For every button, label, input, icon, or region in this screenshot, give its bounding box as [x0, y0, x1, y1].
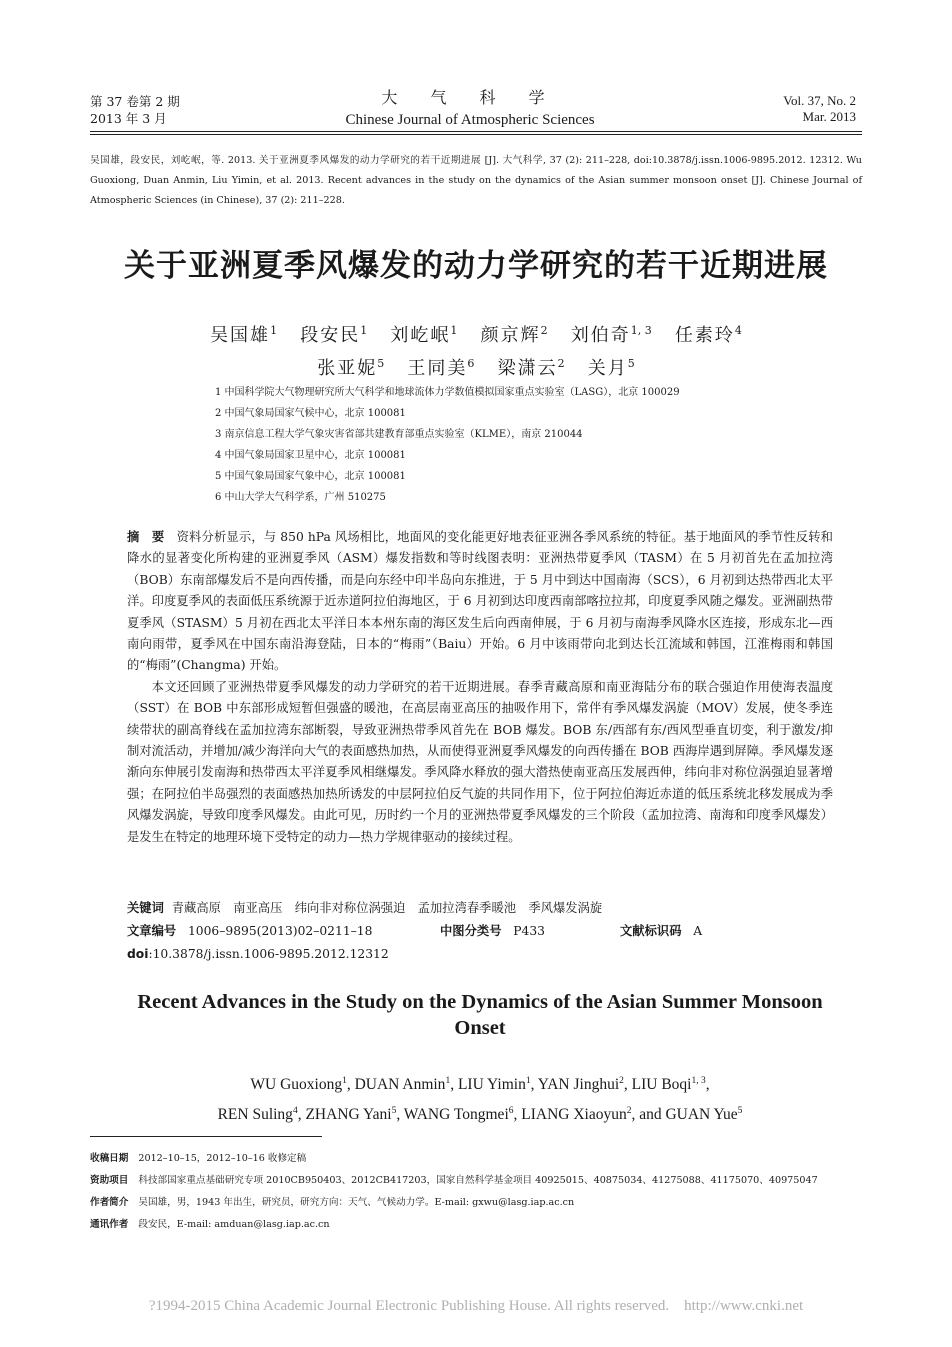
author-name: 梁潇云 [497, 358, 558, 379]
article-meta-row [127, 921, 833, 942]
author-affil-sup: 1, 3 [630, 324, 652, 337]
author-en-sup: 5 [737, 1106, 743, 1117]
author-en: REN Suling [217, 1106, 293, 1124]
affiliation-item: 6 中山大学大气科学系，广州 510275 [215, 492, 386, 503]
clc-label: 中图分类号 [440, 924, 502, 938]
date-cn: 2013 年 3 月 [90, 111, 167, 126]
author-en: , LIANG Xiaoyun [513, 1106, 627, 1124]
doi-value: :10.3878/j.issn.1006-9895.2012.12312 [148, 947, 389, 961]
clc-value: P433 [513, 924, 545, 938]
keywords-text: 青藏高原 南亚高压 纬向非对称位涡强迫 孟加拉湾春季暖池 季风爆发涡旋 [171, 901, 603, 915]
author-en: , ZHANG Yani [297, 1106, 392, 1124]
author-en-sup: 6 [508, 1106, 514, 1117]
paper-title-cn: 关于亚洲夏季风爆发的动力学研究的若干近期进展 [124, 248, 828, 284]
author-en-sup: 5 [391, 1106, 397, 1117]
affiliations [215, 382, 680, 508]
author-en: WU Guoxiong [250, 1076, 343, 1094]
author-en: , WANG Tongmei [396, 1106, 509, 1124]
abstract-label: 摘 要 [127, 530, 165, 544]
article-number-label: 文章编号 [127, 924, 177, 938]
author-name: 张亚妮 [317, 358, 378, 379]
footnote-label: 作者简介 [90, 1197, 129, 1208]
author-en: , YAN Jinghui [530, 1076, 620, 1094]
doi-row [127, 944, 833, 965]
volume-en: Vol. 37, No. 2 [783, 93, 856, 108]
abstract-paragraph-2: 本文还回顾了亚洲热带夏季风爆发的动力学研究的若干近期进展。春季青藏高原和南亚海陆分布的联合强迫作用使海表温度（SST）在 BOB 中东部形成短暂但强盛的暖池，在高层南亚高压的抽吸作用下，常伴有季风爆发涡旋（MOV）发展，使冬季连续带状的副高脊线在孟加拉湾东部断裂，导致亚洲热带季风首先在 BOB 爆发。BOB 东/西部有东/西风型垂直切变，利于激发/抑制对流活动，并增加/减少海洋向大气的表面感热加热，从而使得亚洲夏季风爆发的向西传播在 BOB 西海岸遇到屏障。季风爆发逐渐向东伸展引发南海和热带西太平洋夏季风相继爆发。季风降水释放的强大潜热使南亚高压发展西伸，纬向非对称位涡强迫显著增强；在阿拉伯半岛强烈的表面感热加热所诱发的中层阿拉伯反气旋的共同作用下，位于阿拉伯海近赤道的低压系统北移发展成为季风爆发涡旋，导致印度季风爆发。由此可见，历时约一个月的亚洲热带夏季风爆发的三个阶段（孟加拉湾、南海和印度季风爆发）是发生在特定的地理环境下受特定的动力—热力学规律驱动的接续过程。 [127, 679, 833, 844]
author-en-sup: 1 [342, 1076, 347, 1086]
authors-cn-line2 [90, 350, 862, 383]
affiliation-item: 1 中国科学院大气物理研究所大气科学和地球流体力学数值模拟国家重点实验室（LASG），北京 100029 [215, 387, 680, 398]
author-en-sup: 1 [525, 1076, 531, 1086]
abstract-text-1: 资料分析显示，与 850 hPa 风场相比，地面风的变化能更好地表征亚洲各季风系统的特征。基于地面风的季节性反转和降水的显著变化所构建的亚洲夏季风（ASM）爆发指数和等时线图表明：亚洲热带夏季风（TASM）在 5 月初首先在孟加拉湾（BOB）东南部爆发后不是向西传播，而是向东经中印半岛向东推进，于 5 月中到达中国南海（SCS），6 月初到达热带西北太平洋。印度夏季风的表面低压系统源于近赤道阿拉伯海地区，于 6 月初到达印度西南部喀拉拉邦，印度夏季风随之爆发。亚洲副热带夏季风（STASM）5 月初在西北太平洋日本本州东南的海区发生后向西南伸展，于 6 月初与南海季风降水区连接，形成东北—西南向雨带，夏季风在中国东南沿海登陆，日本的“梅雨”（Baiu）开始。6 月中该雨带向北到达长江流域和韩国，江淮梅雨和韩国的“梅雨”(Changma) 开始。 [127, 530, 833, 673]
clc-number [440, 921, 545, 942]
footnote-label: 收稿日期 [90, 1153, 129, 1164]
author-affil-sup: 2 [540, 324, 548, 337]
author-name: 吴国雄 [210, 325, 271, 346]
author-affil-sup: 6 [467, 357, 475, 370]
author-en: , LIU Yimin [450, 1076, 526, 1094]
author-en: , and GUAN Yue [631, 1106, 738, 1124]
footnote-text: 吴国雄，男，1943 年出生，研究员，研究方向：天气、气候动力学。E-mail: gxwu@lasg.iap.ac.cn [138, 1197, 575, 1208]
author-name: 王同美 [407, 358, 468, 379]
footnote-text: 2012–10–15，2012–10–16 收修定稿 [138, 1153, 307, 1164]
authors-cn [90, 317, 862, 383]
author-affil-sup: 2 [557, 357, 565, 370]
author-en: , DUAN Anmin [346, 1076, 446, 1094]
document-code [620, 921, 702, 942]
authors-cn-line1 [90, 317, 862, 350]
author-affil-sup: 1 [360, 324, 368, 337]
author-affil-sup: 4 [734, 324, 742, 337]
authors-en [127, 1068, 833, 1128]
author-name: 刘屹岷 [390, 325, 451, 346]
affiliation-item: 2 中国气象局国家气候中心，北京 100081 [215, 408, 406, 419]
abstract-paragraph-1 [127, 527, 833, 677]
author-en: , LIU Boqi [623, 1076, 692, 1094]
journal-name-cn: 大 气 科 学 [381, 88, 559, 107]
footnote-label: 资助项目 [90, 1175, 129, 1186]
keywords-row [127, 898, 833, 919]
article-number [127, 921, 372, 942]
header-volume-issue [90, 93, 180, 127]
author-en-sup: 1, 3 [691, 1076, 706, 1086]
doi-label: doi [127, 947, 149, 961]
citation-block: 吴国雄，段安民，刘屹岷，等. 2013. 关于亚洲夏季风爆发的动力学研究的若干近期进展 [J]. 大气科学, 37 (2): 211–228, doi:10.3878/j.issn.1006-9895.2012. 12312. Wu Guoxiong, Duan Anmin, Liu Yimin, et al. 2013. Recent advances in the study on the dynamics of the Asian summer monsoon onset [J]. Chinese Journal of Atmospheric Sciences (in Chinese), 37 (2): 211–228. [90, 155, 862, 206]
footnote-received [90, 1148, 865, 1170]
publisher-footer: ?1994-2015 China Academic Journal Electronic Publishing House. All rights reserved. http://www.cnki.net [148, 1298, 804, 1314]
authors-en-line1 [127, 1068, 833, 1098]
authors-en-comma: , [705, 1076, 710, 1094]
footnotes [90, 1148, 865, 1236]
author-affil-sup: 5 [377, 357, 385, 370]
footnote-label: 通讯作者 [90, 1219, 129, 1230]
affiliation-item: 4 中国气象局国家卫星中心，北京 100081 [215, 450, 406, 461]
footnote-rule [90, 1136, 322, 1137]
footnote-corresponding [90, 1214, 865, 1236]
document-code-value: A [693, 924, 703, 938]
footnote-text: 段安民，E-mail: amduan@lasg.iap.ac.cn [138, 1219, 330, 1230]
document-code-label: 文献标识码 [620, 924, 682, 938]
author-affil-sup: 1 [450, 324, 458, 337]
volume-cn: 第 37 卷第 2 期 [90, 94, 180, 109]
author-name: 段安民 [300, 325, 361, 346]
header-rule-top [90, 131, 862, 132]
author-name: 任素玲 [674, 325, 735, 346]
affiliation-item: 3 南京信息工程大学气象灾害省部共建教育部重点实验室（KLME），南京 210044 [215, 429, 583, 440]
header-rule-bottom [90, 134, 862, 135]
author-en-sup: 2 [619, 1076, 624, 1086]
author-name: 关月 [587, 358, 628, 379]
header-volume-en [783, 93, 856, 125]
author-affil-sup: 5 [627, 357, 635, 370]
keywords-label: 关键词 [127, 901, 164, 915]
footnote-text: 科技部国家重点基础研究专项 2010CB950403、2012CB417203，国家自然科学基金项目 40925015、40875034、41275088、41175070、40975047 [138, 1175, 818, 1186]
footnote-funding [90, 1170, 865, 1192]
date-en: Mar. 2013 [802, 109, 856, 124]
author-affil-sup: 1 [270, 324, 278, 337]
author-name: 刘伯奇 [570, 325, 631, 346]
authors-en-line2 [127, 1098, 833, 1128]
abstract [127, 527, 833, 848]
author-en-sup: 2 [626, 1106, 632, 1117]
article-number-value: 1006–9895(2013)02–0211–18 [187, 924, 373, 938]
author-name: 颜京辉 [480, 325, 541, 346]
affiliation-item: 5 中国气象局国家气象中心，北京 100081 [215, 471, 406, 482]
author-en-sup: 1 [445, 1076, 451, 1086]
footnote-author-bio [90, 1192, 865, 1214]
header-journal [320, 88, 620, 130]
journal-name-en: Chinese Journal of Atmospheric Sciences [345, 112, 595, 128]
author-en-sup: 4 [292, 1106, 298, 1117]
paper-title-en: Recent Advances in the Study on the Dynamics of the Asian Summer Monsoon Onset [137, 991, 823, 1039]
